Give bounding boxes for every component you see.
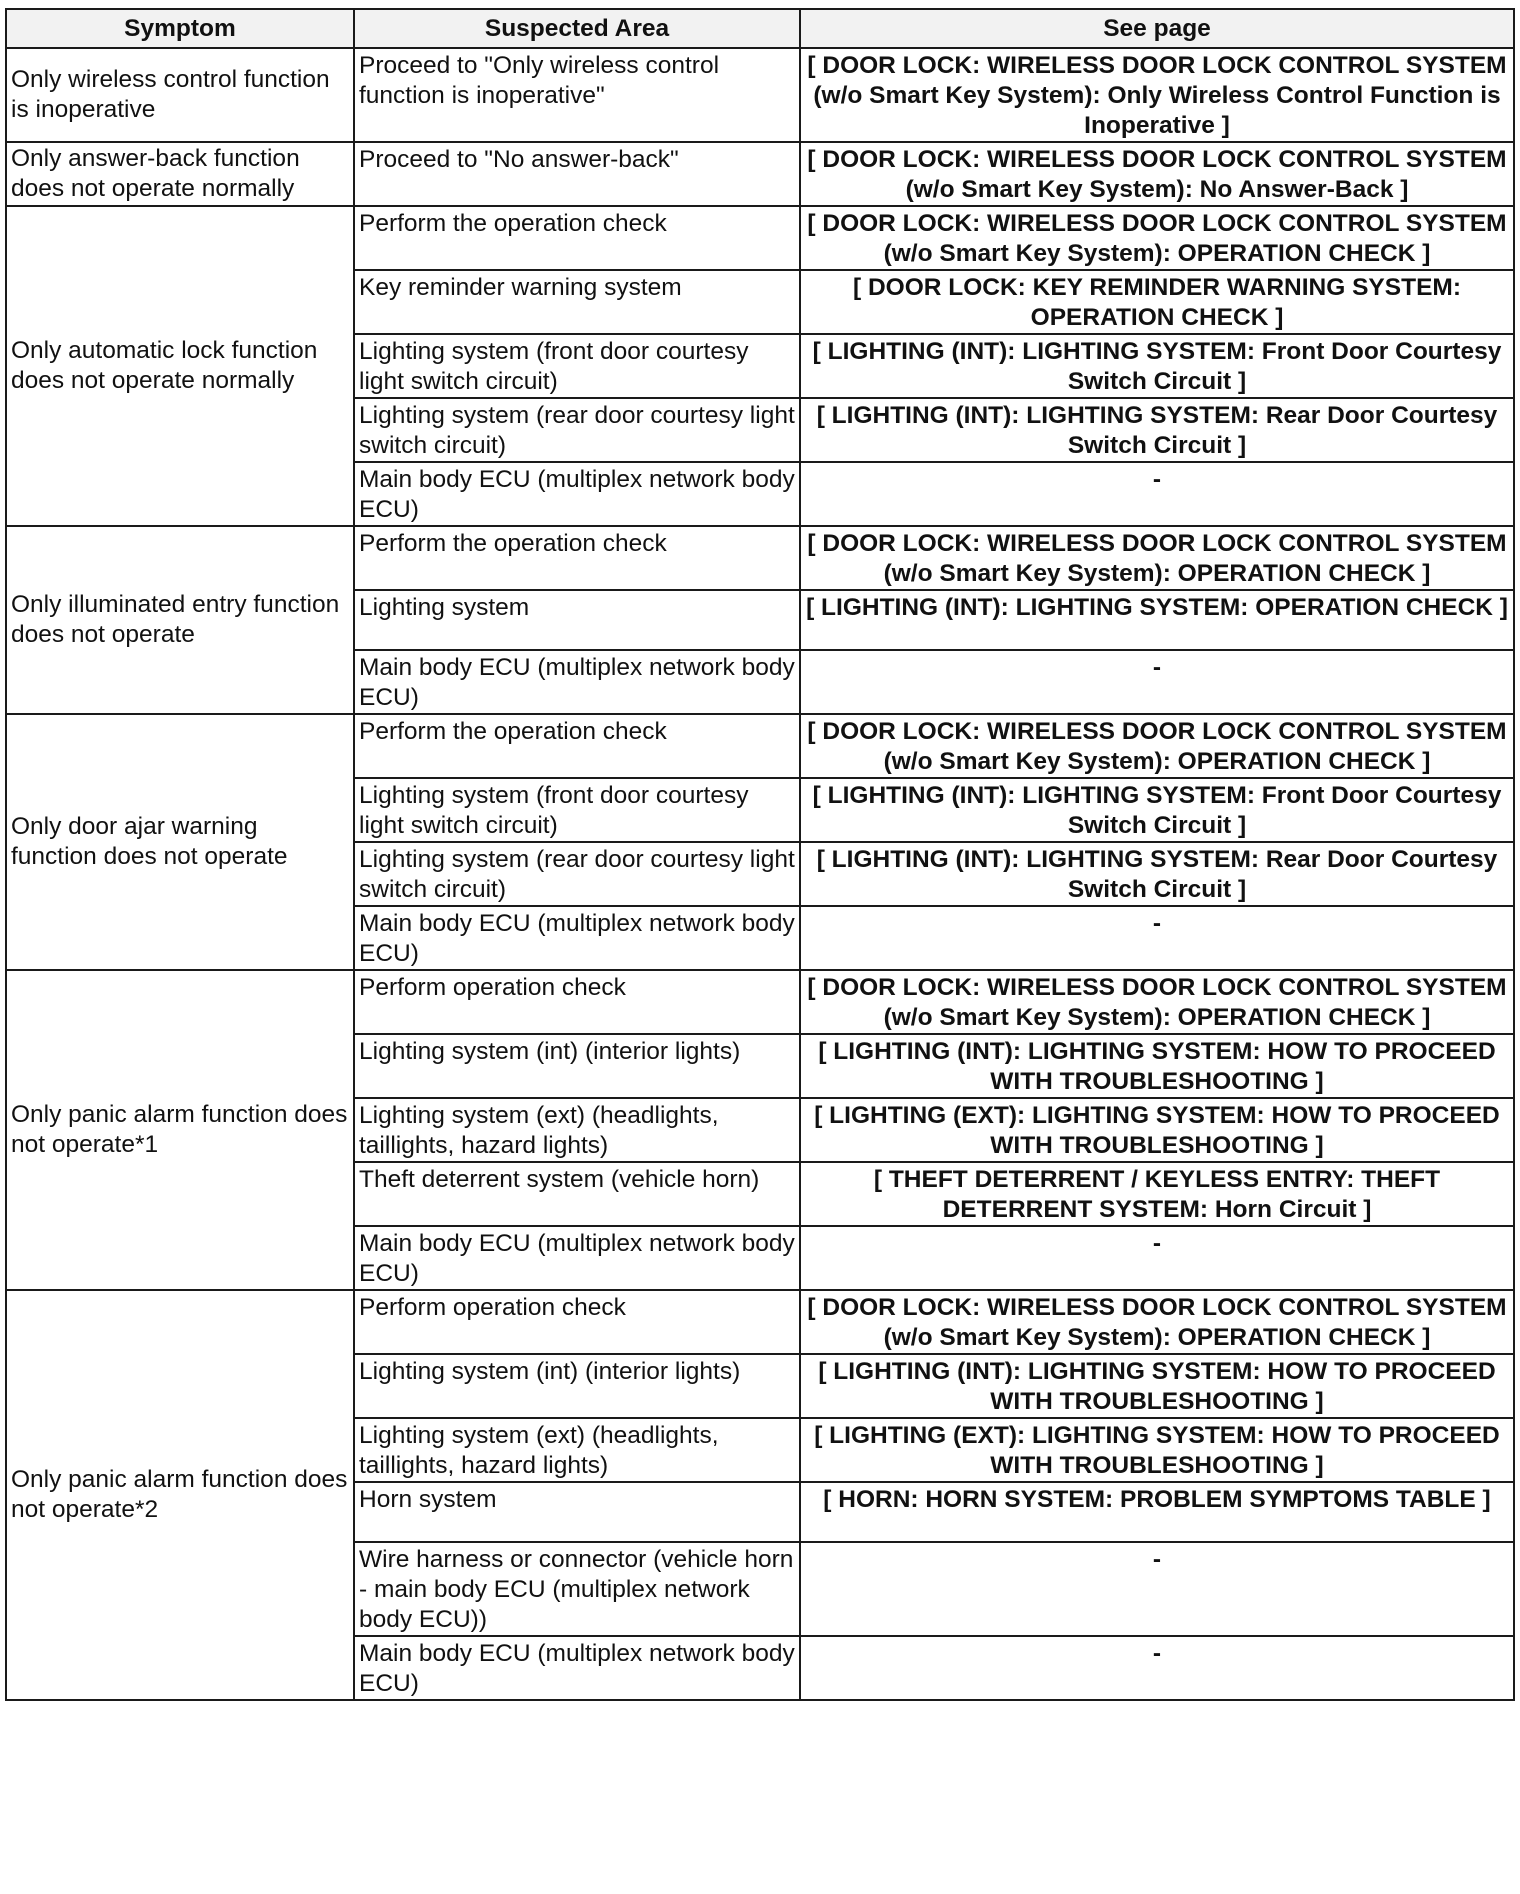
see-page-cell: - [800, 1636, 1514, 1700]
symptom-cell: Only wireless control function is inoperative [6, 48, 354, 142]
see-page-cell: [ HORN: HORN SYSTEM: PROBLEM SYMPTOMS TABLE ] [800, 1482, 1514, 1542]
suspected-area-cell: Main body ECU (multiplex network body ECU) [354, 462, 800, 526]
see-page-cell: [ DOOR LOCK: KEY REMINDER WARNING SYSTEM: OPERATION CHECK ] [800, 270, 1514, 334]
see-page-cell: [ LIGHTING (INT): LIGHTING SYSTEM: Front Door Courtesy Switch Circuit ] [800, 334, 1514, 398]
suspected-area-cell: Lighting system (int) (interior lights) [354, 1354, 800, 1418]
table-row [6, 526, 1514, 590]
see-page-cell: [ DOOR LOCK: WIRELESS DOOR LOCK CONTROL SYSTEM (w/o Smart Key System): OPERATION CHECK ] [800, 970, 1514, 1034]
header-symptom: Symptom [6, 9, 354, 48]
see-page-cell: [ DOOR LOCK: WIRELESS DOOR LOCK CONTROL SYSTEM (w/o Smart Key System): OPERATION CHECK ] [800, 206, 1514, 270]
see-page-cell: [ LIGHTING (INT): LIGHTING SYSTEM: HOW TO PROCEED WITH TROUBLESHOOTING ] [800, 1034, 1514, 1098]
problem-symptoms-table [5, 8, 1515, 1701]
suspected-area-cell: Lighting system [354, 590, 800, 650]
see-page-cell: [ LIGHTING (INT): LIGHTING SYSTEM: HOW TO PROCEED WITH TROUBLESHOOTING ] [800, 1354, 1514, 1418]
symptom-cell: Only door ajar warning function does not operate [6, 714, 354, 970]
see-page-cell: [ DOOR LOCK: WIRELESS DOOR LOCK CONTROL SYSTEM (w/o Smart Key System): OPERATION CHECK ] [800, 714, 1514, 778]
suspected-area-cell: Lighting system (front door courtesy light switch circuit) [354, 778, 800, 842]
table-row [6, 206, 1514, 270]
header-row [6, 9, 1514, 48]
suspected-area-cell: Main body ECU (multiplex network body ECU) [354, 650, 800, 714]
see-page-cell: [ LIGHTING (INT): LIGHTING SYSTEM: Front Door Courtesy Switch Circuit ] [800, 778, 1514, 842]
header-see-page: See page [800, 9, 1514, 48]
symptom-cell: Only panic alarm function does not operate*1 [6, 970, 354, 1290]
suspected-area-cell: Perform the operation check [354, 206, 800, 270]
suspected-area-cell: Horn system [354, 1482, 800, 1542]
see-page-cell: - [800, 650, 1514, 714]
see-page-cell: [ DOOR LOCK: WIRELESS DOOR LOCK CONTROL SYSTEM (w/o Smart Key System): No Answer-Back ] [800, 142, 1514, 206]
see-page-cell: [ DOOR LOCK: WIRELESS DOOR LOCK CONTROL SYSTEM (w/o Smart Key System): Only Wireless Control Function is Inoperative ] [800, 48, 1514, 142]
table-row [6, 714, 1514, 778]
suspected-area-cell: Lighting system (ext) (headlights, taillights, hazard lights) [354, 1098, 800, 1162]
problem-symptoms-table-container [5, 8, 1513, 1701]
see-page-cell: [ THEFT DETERRENT / KEYLESS ENTRY: THEFT DETERRENT SYSTEM: Horn Circuit ] [800, 1162, 1514, 1226]
table-row [6, 1290, 1514, 1354]
see-page-cell: [ LIGHTING (INT): LIGHTING SYSTEM: Rear Door Courtesy Switch Circuit ] [800, 842, 1514, 906]
suspected-area-cell: Lighting system (int) (interior lights) [354, 1034, 800, 1098]
symptom-cell: Only automatic lock function does not operate normally [6, 206, 354, 526]
see-page-cell: [ LIGHTING (INT): LIGHTING SYSTEM: OPERATION CHECK ] [800, 590, 1514, 650]
suspected-area-cell: Perform the operation check [354, 714, 800, 778]
suspected-area-cell: Lighting system (rear door courtesy light switch circuit) [354, 398, 800, 462]
suspected-area-cell: Lighting system (front door courtesy light switch circuit) [354, 334, 800, 398]
see-page-cell: - [800, 1226, 1514, 1290]
suspected-area-cell: Perform the operation check [354, 526, 800, 590]
symptom-cell: Only panic alarm function does not operate*2 [6, 1290, 354, 1700]
suspected-area-cell: Theft deterrent system (vehicle horn) [354, 1162, 800, 1226]
suspected-area-cell: Perform operation check [354, 970, 800, 1034]
table-body [6, 48, 1514, 1700]
suspected-area-cell: Wire harness or connector (vehicle horn - main body ECU (multiplex network body ECU)) [354, 1542, 800, 1636]
suspected-area-cell: Main body ECU (multiplex network body ECU) [354, 1636, 800, 1700]
see-page-cell: - [800, 1542, 1514, 1636]
suspected-area-cell: Proceed to "Only wireless control function is inoperative" [354, 48, 800, 142]
see-page-cell: [ DOOR LOCK: WIRELESS DOOR LOCK CONTROL SYSTEM (w/o Smart Key System): OPERATION CHECK ] [800, 526, 1514, 590]
suspected-area-cell: Key reminder warning system [354, 270, 800, 334]
see-page-cell: [ LIGHTING (INT): LIGHTING SYSTEM: Rear Door Courtesy Switch Circuit ] [800, 398, 1514, 462]
see-page-cell: [ LIGHTING (EXT): LIGHTING SYSTEM: HOW TO PROCEED WITH TROUBLESHOOTING ] [800, 1098, 1514, 1162]
see-page-cell: [ DOOR LOCK: WIRELESS DOOR LOCK CONTROL SYSTEM (w/o Smart Key System): OPERATION CHECK ] [800, 1290, 1514, 1354]
table-row [6, 48, 1514, 142]
suspected-area-cell: Main body ECU (multiplex network body ECU) [354, 1226, 800, 1290]
table-row [6, 142, 1514, 206]
see-page-cell: - [800, 906, 1514, 970]
table-row [6, 970, 1514, 1034]
header-suspected-area: Suspected Area [354, 9, 800, 48]
suspected-area-cell: Main body ECU (multiplex network body ECU) [354, 906, 800, 970]
symptom-cell: Only illuminated entry function does not operate [6, 526, 354, 714]
table-header [6, 9, 1514, 48]
suspected-area-cell: Lighting system (rear door courtesy light switch circuit) [354, 842, 800, 906]
suspected-area-cell: Proceed to "No answer-back" [354, 142, 800, 206]
see-page-cell: - [800, 462, 1514, 526]
symptom-cell: Only answer-back function does not operate normally [6, 142, 354, 206]
suspected-area-cell: Perform operation check [354, 1290, 800, 1354]
suspected-area-cell: Lighting system (ext) (headlights, taillights, hazard lights) [354, 1418, 800, 1482]
see-page-cell: [ LIGHTING (EXT): LIGHTING SYSTEM: HOW TO PROCEED WITH TROUBLESHOOTING ] [800, 1418, 1514, 1482]
